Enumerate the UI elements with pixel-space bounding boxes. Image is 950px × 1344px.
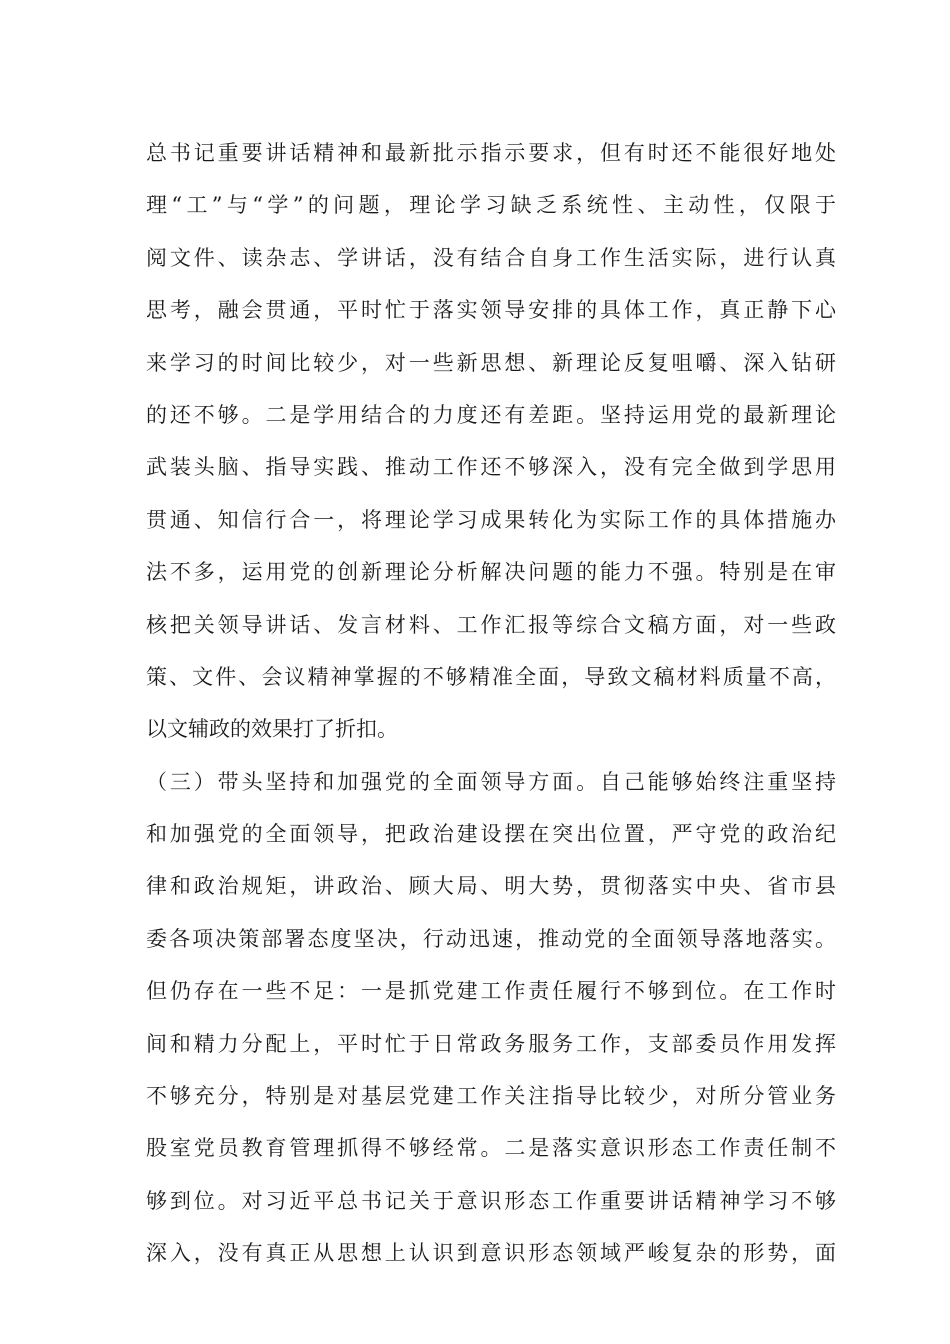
text-line: 来学习的时间比较少，对一些新思想、新理论反复咀嚼、深入钻研 [146,350,836,375]
text-line: 策、文件、会议精神掌握的不够精准全面，导致文稿材料质量不高， [146,664,836,689]
text-line: 委各项决策部署态度坚决，行动迅速，推动党的全面领导落地落实。 [146,926,836,951]
text-line: 但仍存在一些不足：一是抓党建工作责任履行不够到位。在工作时 [146,979,836,1004]
text-line: 阅文件、读杂志、学讲话，没有结合自身工作生活实际，进行认真 [146,245,836,270]
text-line: 法不多，运用党的创新理论分析解决问题的能力不强。特别是在审 [146,560,836,585]
text-line: 律和政治规矩，讲政治、顾大局、明大势，贯彻落实中央、省市县 [146,874,836,899]
text-line: 贯通、知信行合一，将理论学习成果转化为实际工作的具体措施办 [146,507,836,532]
text-line: 武装头脑、指导实践、推动工作还不够深入，没有完全做到学思用 [146,455,836,480]
text-line: 够到位。对习近平总书记关于意识形态工作重要讲话精神学习不够 [146,1188,836,1213]
text-line: 总书记重要讲话精神和最新批示指示要求，但有时还不能很好地处 [146,141,836,165]
text-line: 深入，没有真正从思想上认识到意识形态领域严峻复杂的形势，面 [146,1241,836,1266]
text-line: 股室党员教育管理抓得不够经常。二是落实意识形态工作责任制不 [146,1136,836,1161]
text-line: 和加强党的全面领导，把政治建设摆在突出位置，严守党的政治纪 [146,822,836,847]
text-line: 核把关领导讲话、发言材料、工作汇报等综合文稿方面，对一些政 [146,612,836,637]
paragraph-end-line: 以文辅政的效果打了折扣。 [146,717,398,742]
text-line: 不够充分，特别是对基层党建工作关注指导比较少，对所分管业务 [146,1084,836,1109]
text-line: 思考，融会贯通，平时忙于落实领导安排的具体工作，真正静下心 [146,298,836,323]
section-heading-line: （三）带头坚持和加强党的全面领导方面。自己能够始终注重坚持 [146,769,836,794]
text-line: 理“工”与“学”的问题，理论学习缺乏系统性、主动性，仅限于 [146,193,836,218]
body-text [146,127,836,1280]
text-line: 的还不够。二是学用结合的力度还有差距。坚持运用党的最新理论 [146,402,836,427]
text-line: 间和精力分配上，平时忙于日常政务服务工作，支部委员作用发挥 [146,1031,836,1056]
